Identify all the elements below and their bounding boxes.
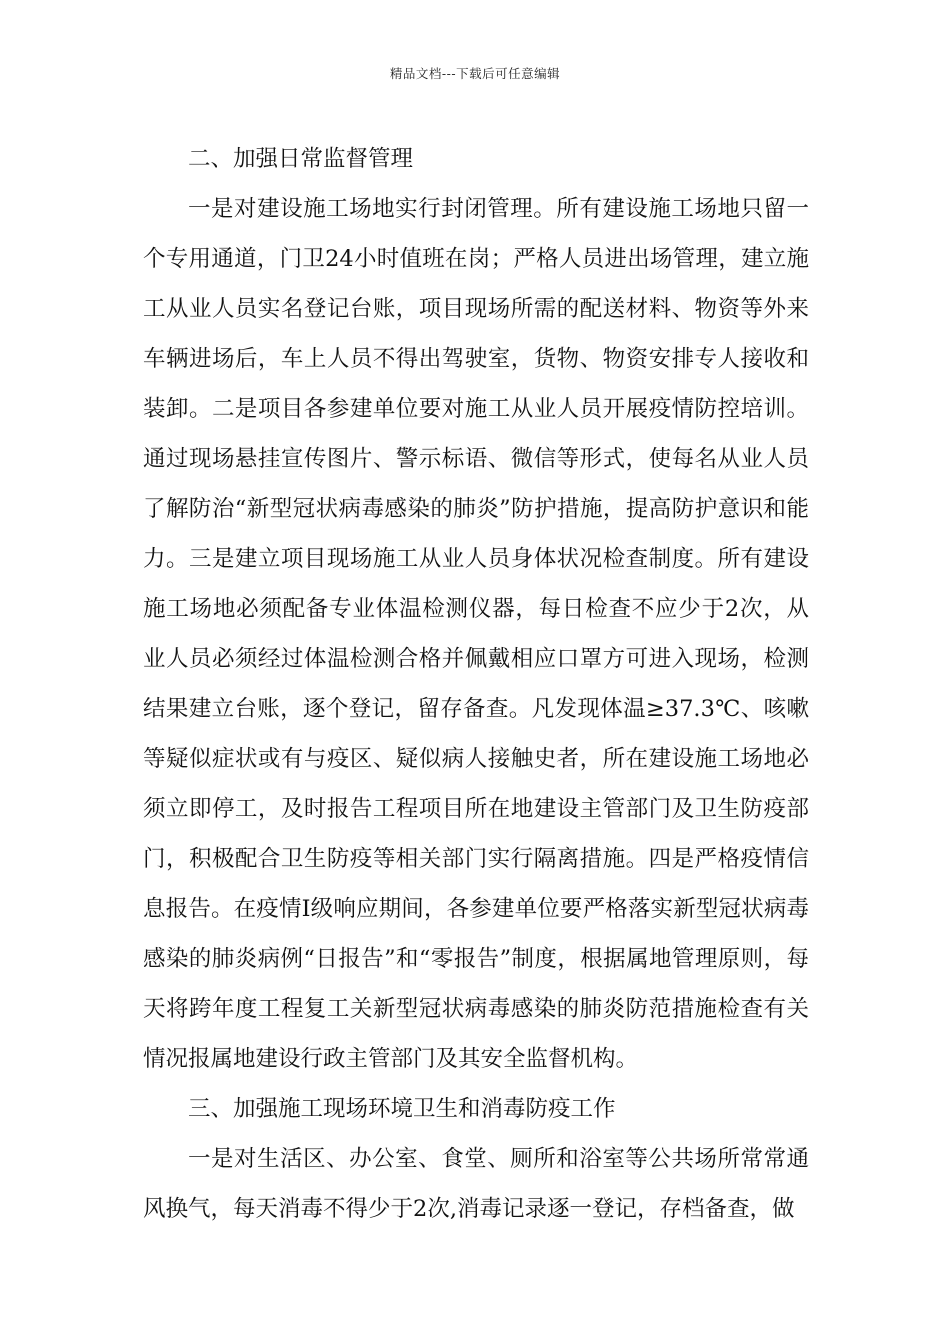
document-body: [143, 134, 809, 1234]
body-paragraph: 一是对建设施工场地实行封闭管理。所有建设施工场地只留一个专用通道，门卫24小时值班在岗；严格人员进出场管理，建立施工从业人员实名登记台账，项目现场所需的配送材料、物资等外来车辆进场后，车上人员不得出驾驶室，货物、物资安排专人接收和装卸。二是项目各参建单位要对施工从业人员开展疫情防控培训。通过现场悬挂宣传图片、警示标语、微信等形式，使每名从业人员了解防治“新型冠状病毒感染的肺炎”防护措施，提高防护意识和能力。三是建立项目现场施工从业人员身体状况检查制度。所有建设施工场地必须配备专业体温检测仪器，每日检查不应少于2次，从业人员必须经过体温检测合格并佩戴相应口罩方可进入现场，检测结果建立台账，逐个登记，留存备查。凡发现体温≥37.3℃、咳嗽等疑似症状或有与疫区、疑似病人接触史者，所在建设施工场地必须立即停工，及时报告工程项目所在地建设主管部门及卫生防疫部门，积极配合卫生防疫等相关部门实行隔离措施。四是严格疫情信息报告。在疫情Ⅰ级响应期间，各参建单位要严格落实新型冠状病毒感染的肺炎病例“日报告”和“零报告”制度，根据属地管理原则，每天将跨年度工程复工关新型冠状病毒感染的肺炎防范措施检查有关情况报属地建设行政主管部门及其安全监督机构。: [143, 196, 809, 1072]
page-header: 精品文档---下载后可任意编辑: [389, 66, 561, 81]
section-heading: 三、加强施工现场环境卫生和消毒防疫工作: [188, 1096, 616, 1122]
body-paragraph: 一是对生活区、办公室、食堂、厕所和浴室等公共场所常常通风换气，每天消毒不得少于2次,消毒记录逐一登记，存档备查，做: [143, 1146, 809, 1222]
section-heading: 二、加强日常监督管理: [188, 146, 414, 172]
